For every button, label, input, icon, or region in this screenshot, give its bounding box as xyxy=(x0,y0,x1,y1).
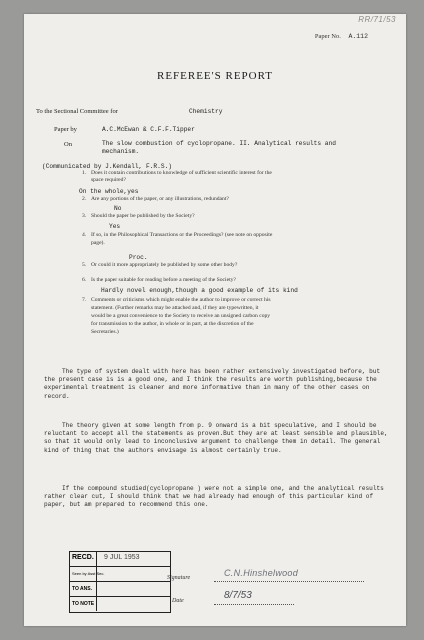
answer-1: On the whole,yes xyxy=(79,188,139,195)
comment-paragraph-2: The theory given at some length from p. 9 onward is a bit speculative, and I should be reluctant to accept all the statements as proven.But they are at least sensible and plausible, so that it would only lead to inconclusive argument to challenge them in detail. The general kind of thing that the authors envisage is almost certainly true. xyxy=(44,422,388,454)
committee-value: Chemistry xyxy=(189,108,223,115)
question-7-line3: would be a great convenience to the Society to receive an unsigned carbon copy xyxy=(91,313,271,319)
question-2-text: Are any portions of the paper, or any illustrations, redundant? xyxy=(91,196,229,202)
stamp-to-ans-label: TO ANS. xyxy=(72,586,93,592)
stamp-to-note-label: TO NOTE xyxy=(72,601,95,607)
comment-paragraph-3: If the compound studied(cyclopropane ) were not a simple one, and the analytical results rather clear cut, I should think that we had already had enough of this particular kind of paper, but am prepared to recommend this one. xyxy=(44,485,384,509)
stamp-to-note-row xyxy=(70,597,170,611)
question-4-line2: page). xyxy=(91,240,105,246)
committee-label: To the Sectional Committee for xyxy=(36,108,118,115)
paper-by-value: A.C.McEwan & C.F.F.Tipper xyxy=(102,126,195,133)
stamp-to-ans-row xyxy=(70,582,170,597)
question-4-number: 4. xyxy=(82,232,87,238)
date-value: 8/7/53 xyxy=(224,590,252,601)
question-3-number: 3. xyxy=(82,213,87,219)
question-7-line4: for transmission to the author, in whole or in part, at the discretion of the xyxy=(91,321,254,327)
stamp-recd-label: RECD. xyxy=(72,554,94,561)
question-1-number: 1. xyxy=(82,170,87,176)
question-3-text: Should the paper be published by the Society? xyxy=(91,213,195,219)
paper-number-value: A.112 xyxy=(348,33,368,40)
paper-by-label: Paper by xyxy=(54,126,77,133)
question-7-line5: Secretaries.) xyxy=(91,329,119,335)
paper-number-label: Paper No. xyxy=(314,33,341,40)
question-4-line1: If so, in the Philosophical Transactions or the Proceedings? (see note on opposite xyxy=(91,232,273,238)
question-7-number: 7. xyxy=(82,297,87,303)
question-6-text: Is the paper suitable for reading before a meeting of the Society? xyxy=(91,277,236,283)
page-title: REFEREE'S REPORT xyxy=(156,70,274,82)
on-value-line1: The slow combustion of cyclopropane. II. Analytical results and xyxy=(102,140,336,147)
signature-label: Signature xyxy=(167,575,191,581)
answer-2: No xyxy=(114,205,122,212)
communicated-by: (Communicated by J.Kendall, F.R.S.) xyxy=(42,163,172,170)
signature-value: C.N.Hinshelwood xyxy=(224,568,299,578)
comment-paragraph-1: The type of system dealt with here has been rather extensively investigated before, but the present case is is a good one, and I think the results are worth publishing,because the experimental treatment is cleaner and more informative than in many of the other cases on record. xyxy=(44,368,381,400)
on-value-line2: mechanism. xyxy=(102,148,140,155)
question-1-line1: Does it contain contributions to knowledge of sufficient scientific interest for the xyxy=(91,170,272,176)
question-6-number: 6. xyxy=(82,277,87,283)
answer-6: Hardly novel enough,though a good example of its kind xyxy=(101,287,298,294)
question-2-number: 2. xyxy=(82,196,87,202)
question-7-line1: Comments or criticisms which might enable the author to improve or correct his xyxy=(91,297,271,303)
date-label: Date xyxy=(172,598,184,604)
question-1-line2: space required? xyxy=(91,177,126,183)
paper-number xyxy=(315,33,368,40)
question-7-line2: statement. (Further remarks may be attached and, if they are typewritten, it xyxy=(91,305,259,311)
stamp-seen-row xyxy=(70,567,170,582)
received-stamp xyxy=(69,551,171,613)
stamp-seen-label: Seen by Asst Sec. xyxy=(72,571,105,576)
on-label: On xyxy=(64,141,72,148)
corner-reference: RR/71/53 xyxy=(358,15,396,24)
stamp-recd-row xyxy=(70,552,170,567)
answer-3: Yes xyxy=(109,223,121,230)
report-page xyxy=(24,14,406,626)
question-5-number: 5. xyxy=(82,262,87,268)
answer-4: Proc. xyxy=(129,254,148,261)
stamp-recd-date: 9 JUL 1953 xyxy=(104,554,140,561)
question-5-text: Or could it more appropriately be published by some other body? xyxy=(91,262,238,268)
